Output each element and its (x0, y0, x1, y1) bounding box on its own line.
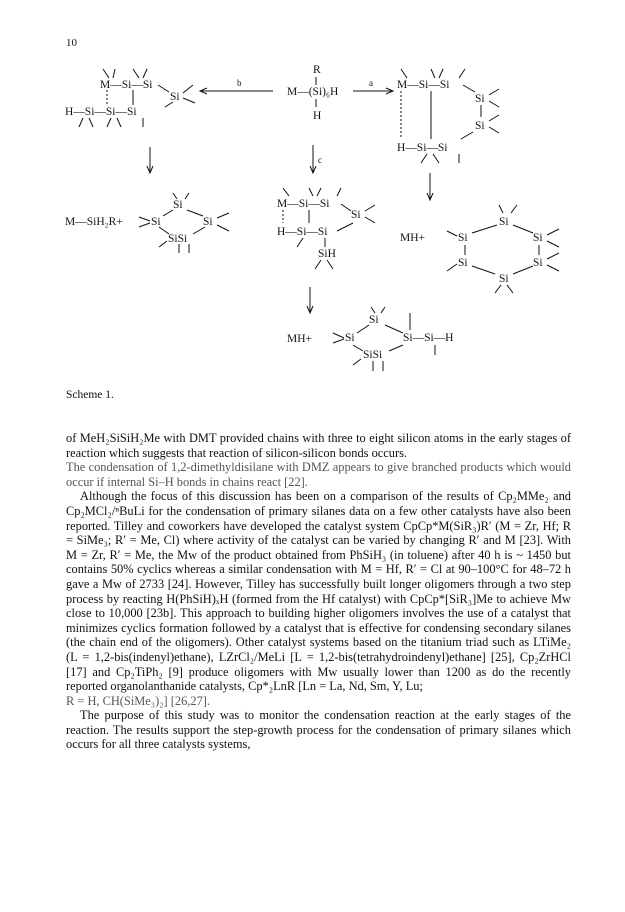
arrow-label-b: b (237, 78, 242, 88)
scheme-diagram (55, 55, 575, 385)
svg-text:Si: Si (151, 216, 161, 228)
paragraph-3: The purpose of this study was to monitor the condensation reaction at the early stages of the reaction. The results support the step-growth process for the condensation of primary silanes which occurs for all three catalysts systems, (66, 708, 571, 752)
svg-text:Si: Si (351, 209, 361, 221)
svg-text:Si: Si (533, 232, 543, 244)
top-right-structure (397, 69, 499, 163)
paragraph-1: of MeH₂SiSiH₂Me with DMT provided chains with three to eight silicon atoms in the early stages of reaction which suggests that reaction of silicon-silicon bonds occurs. (66, 431, 571, 460)
svg-text:Si: Si (369, 314, 379, 326)
center-cyclic-structure (277, 188, 375, 269)
arrow-label-a: a (369, 78, 373, 88)
body-text (66, 431, 571, 752)
arrow-label-c: c (318, 155, 322, 165)
svg-text:H—Si—Si—Si: H—Si—Si—Si (65, 106, 137, 118)
right-cyclic-structure (447, 205, 559, 293)
svg-text:Si: Si (345, 332, 355, 344)
center-formula: M—(Si)₆H (287, 86, 339, 98)
paragraph-2-continued: R = H, CH(SiMe₃)₂] [26,27]. (66, 693, 210, 708)
bottom-cyclic-structure (333, 307, 454, 371)
top-left-structure (65, 69, 195, 127)
page-number: 10 (66, 37, 77, 49)
center-r-label: R (313, 64, 321, 76)
svg-text:Si—Si—H: Si—Si—H (403, 332, 454, 344)
svg-text:H—Si—Si: H—Si—Si (277, 226, 328, 238)
svg-text:Si: Si (499, 273, 509, 285)
svg-text:Si: Si (203, 216, 213, 228)
svg-text:Si: Si (475, 93, 485, 105)
left-cyclic-structure (139, 193, 229, 253)
svg-text:SiSi: SiSi (168, 233, 188, 245)
svg-text:M—Si—Si: M—Si—Si (397, 79, 450, 91)
svg-text:Si: Si (475, 120, 485, 132)
bottom-product-label: MH+ (287, 333, 313, 345)
svg-text:Si: Si (533, 257, 543, 269)
svg-text:SiH: SiH (318, 248, 336, 260)
svg-text:Si: Si (458, 257, 468, 269)
center-h-label: H (313, 110, 322, 122)
svg-text:Si: Si (458, 232, 468, 244)
reaction-scheme (55, 55, 575, 385)
paragraph-2: Although the focus of this discussion has been on a comparison of the results of Cp₂MMe₂ and Cp₂MCl₂/ⁿBuLi for the condensation of primary silanes data on a few other catalysts have also been reported. Tilley and coworkers have developed the catalyst system CpCp*M(SiR₃)R′ (M = Zr, Hf; R = SiMe₃; R′ = Me, Cl) where activity of the catalyst can be varied by changing R′ and M [23]. With M = Zr, R′ = Me, the Mw of the product obtained from PhSiH₃ (in toluene) after 40 h is ~ 1450 but contains 50% cyclics whereas a similar condensation with M = Hf, R′ = Cl at 90–100°C for 48–72 h gave a Mw of 2733 [24]. However, Tilley has successfully built longer oligomers through a two step process by reacting H(PhSiH)ₓH (formed from the Hf catalyst) with CpCp*[SiR₃]Me to achieve Mw close to 10,000 [23b]. This approach to building higher oligomers involves the use of a catalyst that minimizes cyclics formation followed by a catalyst that is effective for condensing secondary silanes (the chain end of the oligomers). Other catalyst systems based on the titanium triad such as LTiMe₂ (L = 1,2-bis(indenyl)ethane), LZrCl₂/MeLi [L = 1,2-bis(tetrahydroindenyl)ethane] [25], Cp₂ZrHCl [17] and Cp₂TiPh₂ [9] produce oligomers with Mw usually lower than 1200 as do the recently reported organolanthanide catalysts, Cp*₂LnR [Ln = La, Nd, Sm, Y, Lu; (66, 489, 571, 694)
left-product-label: M—SiH₂R+ (65, 216, 123, 228)
svg-text:Si: Si (499, 216, 509, 228)
right-product-label: MH+ (400, 232, 426, 244)
svg-text:Si: Si (173, 199, 183, 211)
svg-text:H—Si—Si: H—Si—Si (397, 142, 448, 154)
svg-text:M—Si—Si: M—Si—Si (277, 198, 330, 210)
svg-text:Si: Si (170, 91, 180, 103)
svg-text:M—Si—Si: M—Si—Si (100, 79, 153, 91)
scheme-caption: Scheme 1. (66, 389, 114, 401)
paragraph-1-continued: The condensation of 1,2-dimethyldisilane with DMZ appears to give branched products which would occur if internal Si–H bonds in chains react [22]. (66, 460, 571, 489)
svg-text:SiSi: SiSi (363, 349, 383, 361)
